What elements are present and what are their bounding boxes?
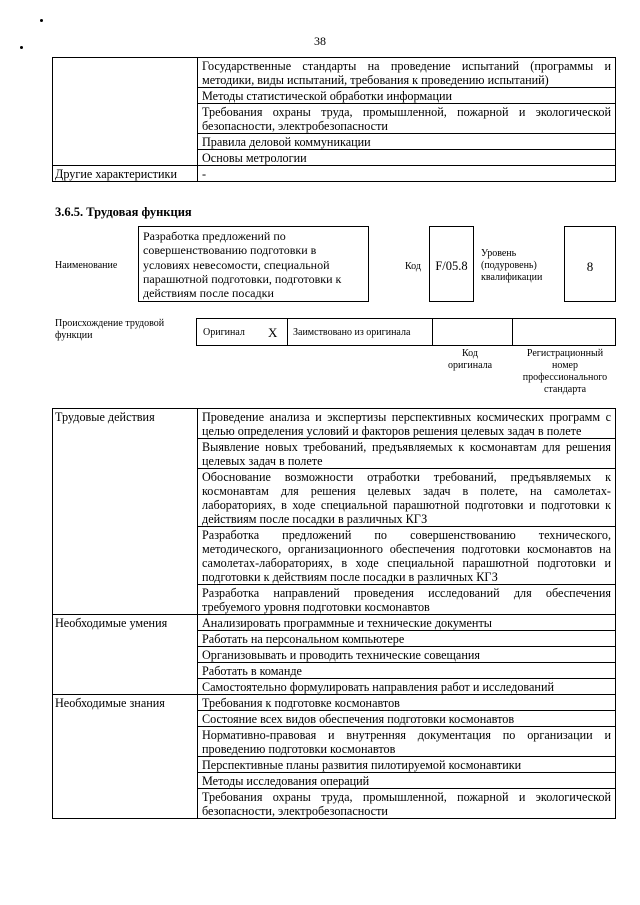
divider	[512, 319, 513, 345]
group-item: Работать на персональном компьютере	[198, 631, 616, 647]
top-table	[52, 57, 616, 182]
origin-row	[196, 318, 616, 346]
group-item: Обоснование возможности отработки требований, предъявляемых к космонавтам для решения целевых задач в полете, на самолетах-лабораториях, в ходе специальной парашютной подготовки и подготовки к действиям после посадки в различных КГЗ	[198, 469, 616, 527]
group-item: Анализировать программные и технические документы	[198, 615, 616, 631]
section-title: 3.6.5. Трудовая функция	[55, 205, 192, 219]
top-table-row: Методы статистической обработки информации	[198, 88, 616, 104]
group-item: Требования к подготовке космонавтов	[198, 695, 616, 711]
original-label: Оригинал	[203, 327, 245, 338]
group-item: Организовывать и проводить технические совещания	[198, 647, 616, 663]
divider	[287, 319, 288, 345]
code-value: F/05.8	[435, 259, 468, 273]
name-value-box	[138, 226, 369, 302]
group-item: Методы исследования операций	[198, 773, 616, 789]
divider	[432, 319, 433, 345]
code-label: Код	[405, 261, 421, 272]
group-item: Разработка направлений проведения исследований для обеспечения требуемого уровня подготовки космонавтов	[198, 585, 616, 615]
group-item: Проведение анализа и экспертизы перспективных космических программ с целью определения условий и факторов решения целевых задач в полете	[198, 409, 616, 439]
scan-speck	[40, 19, 43, 22]
table-row	[53, 615, 616, 631]
level-label: Уровень (подуровень) квалификации	[481, 248, 543, 283]
top-table-label-cell	[53, 58, 198, 166]
original-mark: X	[268, 325, 278, 340]
group-item: Перспективные планы развития пилотируемой космонавтики	[198, 757, 616, 773]
group-item: Нормативно-правовая и внутренняя документация по организации и проведению подготовки космонавтов	[198, 727, 616, 757]
level-value: 8	[586, 259, 594, 274]
group-item: Состояние всех видов обеспечения подготовки космонавтов	[198, 711, 616, 727]
page-number: 38	[314, 34, 326, 48]
table-row	[53, 695, 616, 711]
group-item: Работать в команде	[198, 663, 616, 679]
name-label: Наименование	[55, 260, 118, 271]
group-item: Выявление новых требований, предъявляемых к космонавтам для решения целевых задач в полете	[198, 439, 616, 469]
other-characteristics-value: -	[198, 166, 616, 182]
orig-code-caption: Код оригинала	[447, 348, 493, 371]
group-label: Необходимые знания	[53, 695, 198, 819]
top-table-row: Государственные стандарты на проведение испытаний (программы и методики, виды испытаний, требования к проведению испытаний)	[198, 58, 616, 88]
table-row	[53, 409, 616, 439]
reg-number-caption: Регистрационный номер профессионального стандарта	[522, 348, 608, 395]
name-value: Разработка предложений по совершенствованию подготовки в условиях невесомости, специальной парашютной подготовки, подготовки к действиям после посадки	[143, 229, 342, 301]
top-table-row: Требования охраны труда, промышленной, пожарной и экологической безопасности, электробезопасности	[198, 104, 616, 134]
main-table	[52, 408, 616, 819]
group-item: Самостоятельно формулировать направления работ и исследований	[198, 679, 616, 695]
group-label: Необходимые умения	[53, 615, 198, 695]
group-item: Разработка предложений по совершенствованию технического, методического, организационного обеспечения подготовки космонавтов на самолетах-лабораториях, в ходе специальной парашютной подготовки и подготовки к действиям после посадки в различных КГЗ	[198, 527, 616, 585]
top-table-row: Основы метрологии	[198, 150, 616, 166]
origin-label: Происхождение трудовой функции	[55, 318, 165, 341]
other-characteristics-label: Другие характеристики	[53, 166, 198, 182]
group-item: Требования охраны труда, промышленной, пожарной и экологической безопасности, электробезопасности	[198, 789, 616, 819]
borrowed-label: Заимствовано из оригинала	[293, 327, 411, 338]
level-value-box	[564, 226, 616, 302]
code-value-box	[429, 226, 474, 302]
group-label: Трудовые действия	[53, 409, 198, 615]
top-table-row: Правила деловой коммуникации	[198, 134, 616, 150]
